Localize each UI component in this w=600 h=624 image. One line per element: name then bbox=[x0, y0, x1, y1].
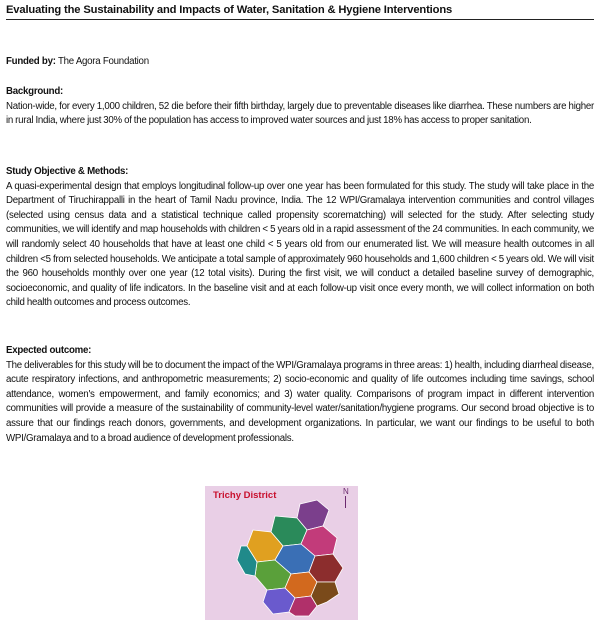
study-heading: Study Objective & Methods: bbox=[6, 166, 129, 177]
compass-label: N bbox=[343, 487, 349, 496]
study-text: A quasi-experimental design that employs longitudinal follow-up over one year has been formulated for this study. The study will take place in the Department of Tiruchirappalli in the heart of Tamil Nadu province, India. The 12 WPI/Gramalaya intervention communities and control villages (selected using census data and a statistical technique called propensity scorematching) will selected for the study. After selecting study communities, we will identify and map households with children < 5 years old in a rapid assessment of the 24 communities. In each community, we will randomly select 40 households that have at least one child < 5 years old from our enumerated list. We will measure health outcomes in all children <5 from selected households. We anticipate a total sample of approximately 960 households and 1,600 children < 5 years old. We will visit the 960 households monthly over one year (12 total visits). During the first visit, we will conduct a detailed baseline survey of demographic, socioeconomic, and quality of life indicators. In the baseline visit and at each follow-up visit once every month, we will collect information on both child health outcomes and process outcomes. bbox=[6, 180, 594, 309]
trichy-district-map bbox=[205, 486, 358, 620]
outcome-heading: Expected outcome: bbox=[6, 345, 92, 356]
background-section bbox=[6, 85, 594, 129]
district-map-graphic bbox=[205, 486, 358, 620]
compass-needle bbox=[345, 496, 346, 508]
study-section bbox=[6, 165, 594, 311]
background-heading: Background: bbox=[6, 86, 63, 97]
background-text: Nation-wide, for every 1,000 children, 52 die before their fifth birthday, largely due to preventable diseases like diarrhea. These numbers are higher in rural India, where just 30% of the population has access to improved water sources and just 18% has access to proper sanitation. bbox=[6, 100, 594, 127]
map-title: Trichy District bbox=[213, 490, 277, 501]
map-regions bbox=[237, 500, 343, 616]
document-title: Evaluating the Sustainability and Impacts of Water, Sanitation & Hygiene Interventions bbox=[6, 4, 453, 16]
funded-by-label: Funded by: bbox=[6, 56, 56, 67]
funded-by-line bbox=[6, 55, 594, 70]
funded-by-value: The Agora Foundation bbox=[55, 56, 149, 67]
map-region bbox=[311, 582, 339, 606]
title-underline bbox=[6, 19, 594, 20]
compass-icon bbox=[343, 488, 349, 508]
outcome-section bbox=[6, 344, 594, 446]
outcome-text: The deliverables for this study will be to document the impact of the WPI/Gramalaya programs in three areas: 1) health, including diarrheal disease, acute respiratory infections, and anthropometric measurements; 2) socio-economic and quality of life outcomes including time savings, school attendance, women's empowerment, and family economics; and 3) water quality. Comparisons of program impact in different intervention communities will provide a measure of the sustainability of community-level water/sanitation/hygiene programs. Our second broad objective is to assure that our findings reach donors, governments, and development organizations. In particular, we want our findings to be useful to both WPI/Gramalaya and to a broad audience of development professionals. bbox=[6, 359, 594, 444]
